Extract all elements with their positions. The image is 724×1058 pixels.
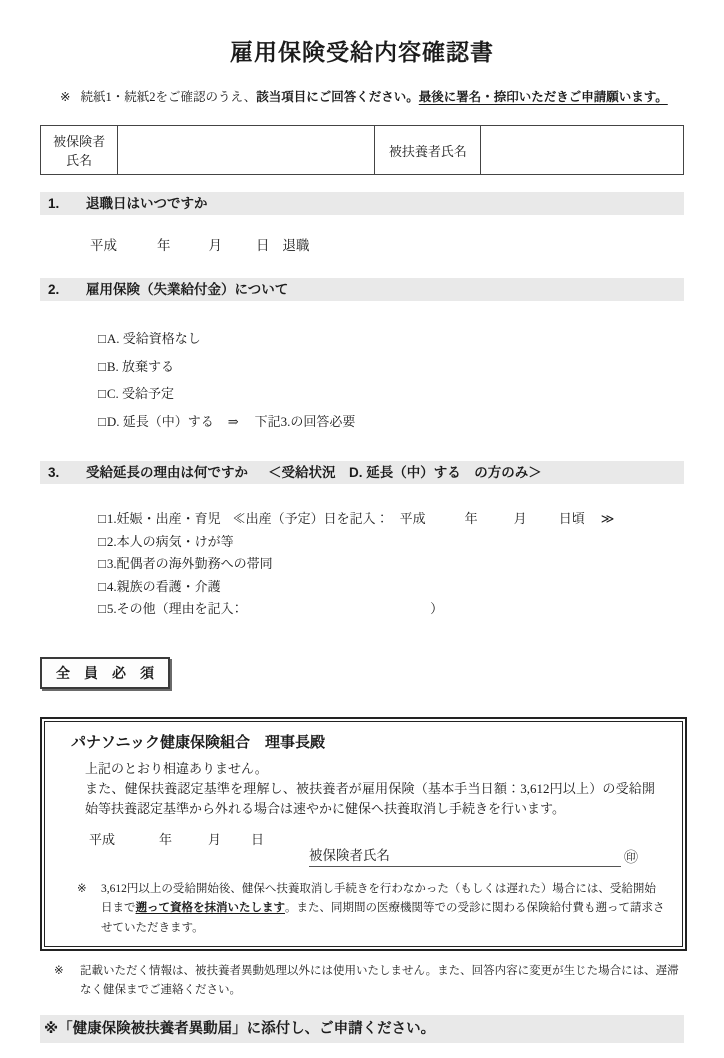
declaration-note-emphasis: 遡って資格を抹消いたします <box>135 902 285 915</box>
insured-name-label: 被保険者氏名 <box>41 126 118 175</box>
day-label: 日頃 <box>558 511 585 526</box>
declaration-note <box>77 880 667 939</box>
declaration-note-pre: 3,612円以上の受給開始後、健保へ扶養取消し手続きを行わなかった（もしくは遅れた）場合には、受給開始日まで <box>101 882 656 915</box>
section-3-number: 3. <box>48 465 60 480</box>
privacy-note-text: 記載いただく情報は、被扶養者異動処理以外には使用いたしません。また、回答内容に変更が生じた場合には、遅滞なく健保までご連絡ください。 <box>80 964 679 996</box>
insured-name-field <box>118 126 375 175</box>
q2-option-d <box>98 408 684 436</box>
q2-options <box>98 325 684 435</box>
era-label: 平成 <box>90 238 117 253</box>
q3-option-4-label: 4.親族の看護・介護 <box>106 578 221 594</box>
reference-mark-icon: ※ <box>77 882 87 895</box>
day-label: 日 <box>251 831 265 847</box>
year-label: 年 <box>159 831 173 847</box>
section-1-header <box>40 192 684 215</box>
signature-label: 被保険者氏名 <box>309 847 390 863</box>
q2-option-d-label: D. 延長（中）する <box>106 413 214 429</box>
era-label: 平成 <box>89 831 116 847</box>
intro-note-normal: 続紙1・続紙2をご確認のうえ、 <box>80 90 257 104</box>
seal-icon: ㊞ <box>624 850 638 866</box>
month-label: 月 <box>208 831 222 847</box>
q3-option-2-label: 2.本人の病気・けが等 <box>106 533 234 549</box>
q3-option-5 <box>98 598 684 621</box>
name-table <box>40 125 684 175</box>
q2-option-b-label: B. 放棄する <box>106 358 175 374</box>
section-3-condition: ＜受給状況 D. 延長（中）する の方のみ＞ <box>268 465 542 480</box>
month-label: 月 <box>513 511 527 526</box>
retired-suffix: 退職 <box>282 238 310 253</box>
signature-line <box>309 844 621 867</box>
declaration-box-inner <box>44 721 683 947</box>
checkbox-icon: □ <box>98 601 106 616</box>
privacy-note <box>54 962 684 1000</box>
declaration-body <box>85 759 655 819</box>
q2-option-a <box>98 325 684 353</box>
q2-option-c-label: C. 受給予定 <box>106 386 175 401</box>
section-3-header <box>40 461 684 484</box>
q2-option-d-note: 下記3.の回答必要 <box>254 413 356 429</box>
section-3-title: 受給延長の理由は何ですか <box>86 465 248 480</box>
addressee: パナソニック健康保険組合 理事長殿 <box>71 733 325 751</box>
q3-option-5-label: 5.その他（理由を記入： <box>106 601 241 616</box>
declaration-note-text <box>101 880 667 939</box>
q3-option-1 <box>98 508 684 531</box>
q3-option-2 <box>98 531 684 554</box>
signature-row <box>309 844 668 867</box>
form-page <box>0 34 724 1043</box>
q3-option-3 <box>98 553 684 576</box>
intro-note <box>40 87 684 105</box>
q3-option-3-label: 3.配偶者の海外勤務への帯同 <box>106 556 273 571</box>
section-1-number: 1. <box>48 196 60 211</box>
q2-option-a-label: A. 受給資格なし <box>106 331 201 346</box>
intro-note-underlined: 最後に署名・捺印いただきご申請願います。 <box>418 90 668 104</box>
arrow-icon: ⇒ <box>227 413 239 429</box>
checkbox-icon: □ <box>98 386 106 401</box>
dependent-name-field <box>481 126 684 175</box>
page-title: 雇用保険受給内容確認書 <box>230 40 494 65</box>
year-label: 年 <box>157 238 171 253</box>
declaration-box <box>40 717 687 951</box>
reference-mark-icon: ※ <box>54 964 64 977</box>
era-label: 平成 <box>399 511 426 526</box>
section-2-number: 2. <box>48 282 60 297</box>
checkbox-icon: □ <box>98 358 106 374</box>
declaration-line1: 上記のとおり相違ありません。 <box>85 760 268 776</box>
q2-option-c <box>98 380 684 408</box>
q2-option-b <box>98 353 684 381</box>
attachment-instruction: ※「健康保険被扶養者異動届」に添付し、ご申請ください。 <box>40 1015 684 1043</box>
day-label: 日 <box>256 238 270 253</box>
checkbox-icon: □ <box>98 533 106 549</box>
q3-options <box>98 508 684 621</box>
checkbox-icon: □ <box>98 413 106 429</box>
name-table-row <box>41 126 684 175</box>
retirement-date-line <box>90 234 684 254</box>
checkbox-icon: □ <box>98 578 106 594</box>
section-2-header <box>40 278 684 301</box>
reference-mark-icon: ※ <box>60 90 71 104</box>
checkbox-icon: □ <box>98 511 106 526</box>
intro-note-bold: 該当項目にご回答ください。 <box>256 90 419 104</box>
month-label: 月 <box>208 238 222 253</box>
q3-option-5-close-paren: ） <box>430 601 444 616</box>
q3-option-1-bracket-open: ≪出産（予定）日を記入： <box>232 511 389 526</box>
declaration-line2: また、健保扶養認定基準を理解し、被扶養者が雇用保険（基本手当日額：3,612円以上）の受給開始等扶養認定基準から外れる場合は速やかに健保へ扶養取消し手続きを行います。 <box>85 780 655 816</box>
checkbox-icon: □ <box>98 556 106 571</box>
q3-option-4 <box>98 576 684 599</box>
declaration-note-post: 。また、同期間の医療機関等での受診に関わる保険給付費も遡って請求させていただきます。 <box>101 902 665 935</box>
section-1-title: 退職日はいつですか <box>86 196 208 211</box>
section-2-title: 雇用保険（失業給付金）について <box>86 282 289 297</box>
required-for-all-badge: 全 員 必 須 <box>40 657 170 689</box>
q3-option-1-bracket-close: ≫ <box>600 511 615 526</box>
checkbox-icon: □ <box>98 331 106 346</box>
year-label: 年 <box>464 511 478 526</box>
q3-option-1-label: 1.妊娠・出産・育児 <box>106 511 221 526</box>
dependent-name-label: 被扶養者氏名 <box>375 126 481 175</box>
